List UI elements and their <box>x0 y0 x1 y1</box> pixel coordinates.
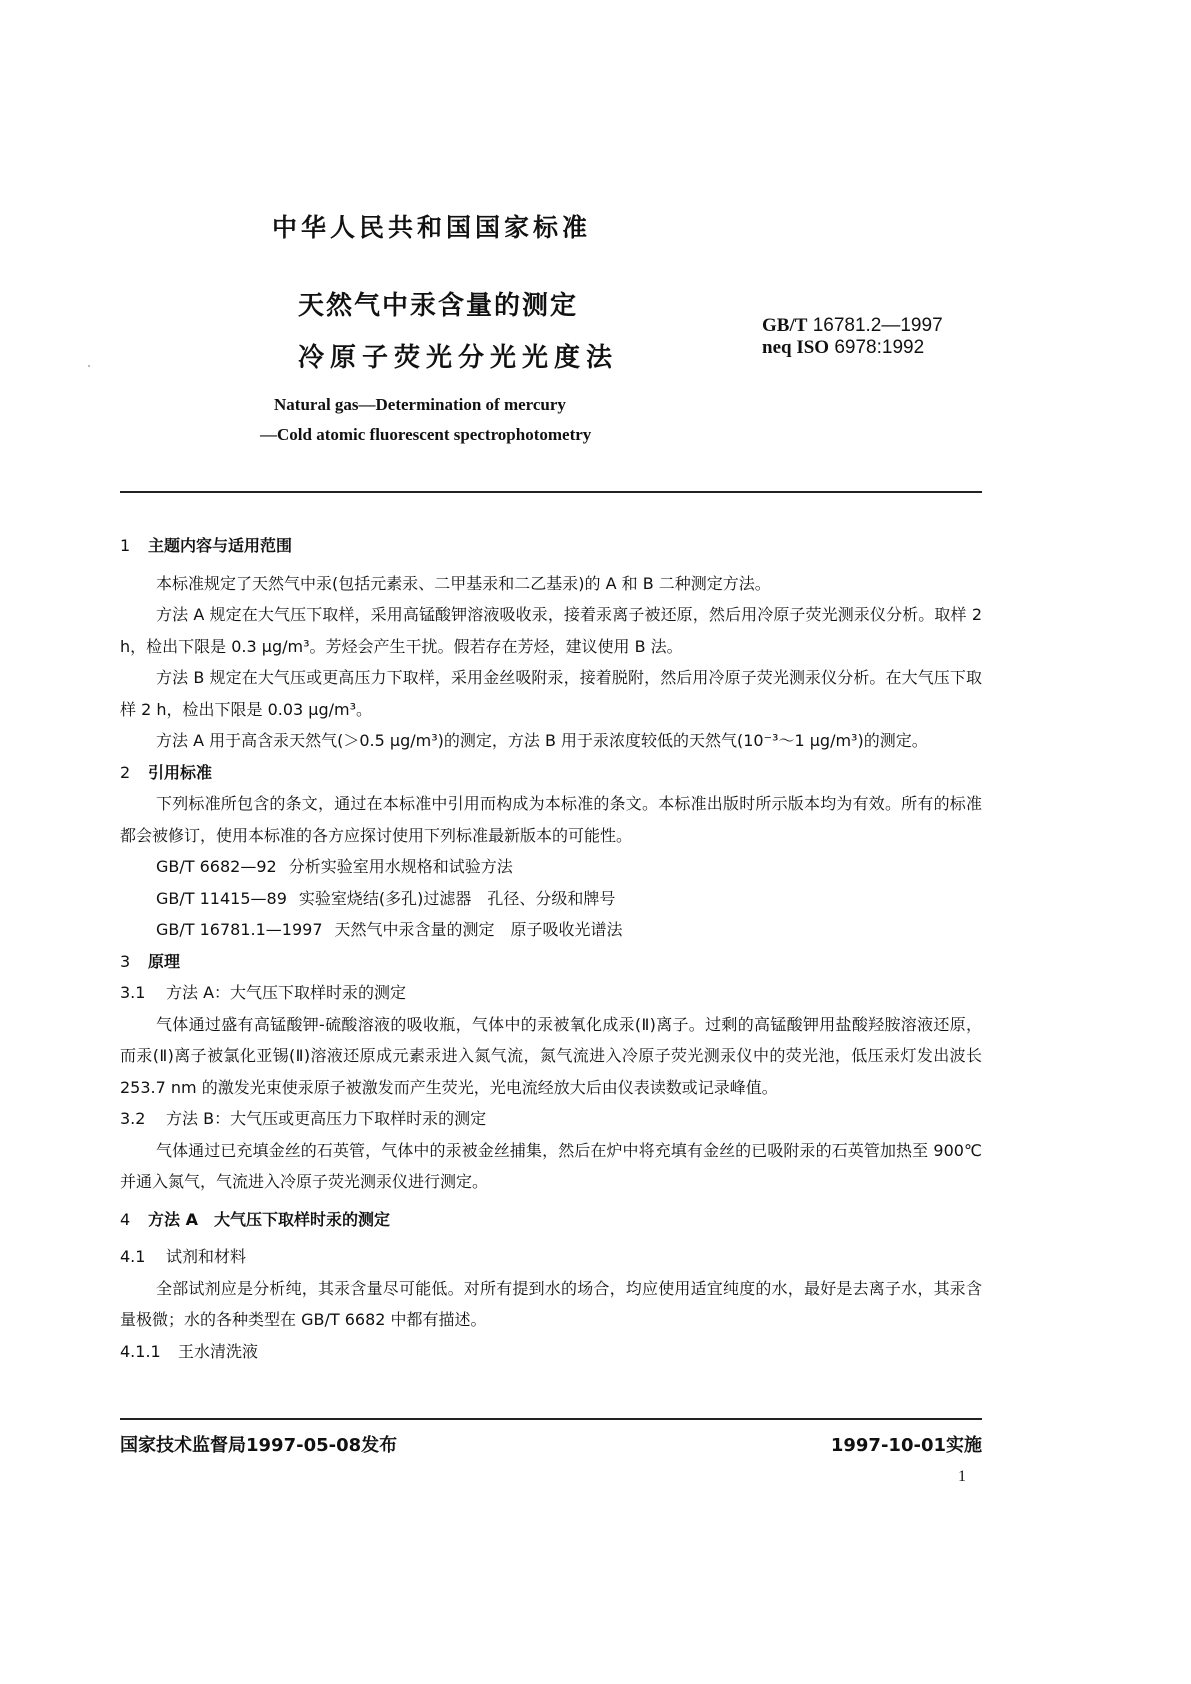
reference-item: GB/T 6682—92 分析实验室用水规格和试验方法 <box>156 857 513 876</box>
title-en-line1: Natural gas—Determination of mercury <box>274 395 566 414</box>
paragraph: 方法 A 用于高含汞天然气(＞0.5 μg/m³)的测定，方法 B 用于汞浓度较低的天然气(10⁻³～1 μg/m³)的测定。 <box>156 731 928 750</box>
title-en-line2: —Cold atomic fluorescent spectrophotometry <box>260 425 592 444</box>
standard-name: 中华人民共和国国家标准 <box>272 213 592 242</box>
neq-code-number: 6978:1992 <box>834 337 925 358</box>
title-zh-line1: 天然气中汞含量的测定 <box>298 291 579 321</box>
header-divider <box>120 491 982 493</box>
section-4-heading: 4 方法 A 大气压下取样时汞的测定 <box>120 1209 390 1229</box>
issue-date: 国家技术监督局1997-05-08发布 <box>120 1435 398 1456</box>
subsection-3-2-heading: 3.2 方法 B：大气压或更高压力下取样时汞的测定 <box>120 1109 487 1128</box>
paragraph: 全部试剂应是分析纯，其汞含量尽可能低。对所有提到水的场合，均应使用适宜纯度的水，最好是去离子水，其汞含量极微；水的各种类型在 GB/T 6682 中都有描述。 <box>120 1278 982 1329</box>
subsection-4-1-1-heading: 4.1.1 王水清洗液 <box>120 1341 259 1361</box>
body-content <box>120 530 982 1367</box>
section-2-heading: 2 引用标准 <box>120 762 213 782</box>
standard-code-prefix: GB/T <box>762 315 808 336</box>
paragraph: 下列标准所包含的条文，通过在本标准中引用而构成为本标准的条文。本标准出版时所示版本均为有效。所有的标准都会被修订，使用本标准的各方应探讨使用下列标准最新版本的可能性。 <box>120 794 982 845</box>
standard-code-number: 16781.2—1997 <box>812 315 943 336</box>
section-3-heading: 3 原理 <box>120 951 181 971</box>
paragraph: 气体通过盛有高锰酸钾-硫酸溶液的吸收瓶，气体中的汞被氧化成汞(Ⅱ)离子。过剩的高锰酸钾用盐酸羟胺溶液还原，而汞(Ⅱ)离子被氯化亚锡(Ⅱ)溶液还原成元素汞进入氮气流，氮气流进入冷原子荧光测汞仪中的荧光池，低压汞灯发出波长 253.7 nm 的激发光束使汞原子被激发而产生荧光，光电流经放大后由仪表读数或记录峰值。 <box>120 1014 982 1097</box>
paragraph: 方法 B 规定在大气压或更高压力下取样，采用金丝吸附汞，接着脱附，然后用冷原子荧光测汞仪分析。在大气压下取样 2 h，检出下限是 0.03 μg/m³。 <box>120 668 982 719</box>
reference-item: GB/T 16781.1—1997 天然气中汞含量的测定 原子吸收光谱法 <box>156 920 623 939</box>
subsection-3-1-heading: 3.1 方法 A：大气压下取样时汞的测定 <box>120 983 407 1002</box>
standard-code-block <box>762 315 943 359</box>
title-zh-line2: 冷原子荧光分光光度法 <box>298 343 619 373</box>
page-number: 1 <box>958 1468 966 1485</box>
reference-item: GB/T 11415—89 实验室烧结(多孔)过滤器 孔径、分级和牌号 <box>156 888 616 908</box>
subsection-4-1-heading: 4.1 试剂和材料 <box>120 1247 247 1266</box>
neq-code-prefix: neq ISO <box>762 337 830 358</box>
paragraph: 方法 A 规定在大气压下取样，采用高锰酸钾溶液吸收汞，接着汞离子被还原，然后用冷原子荧光测汞仪分析。取样 2 h，检出下限是 0.3 μg/m³。芳烃会产生干扰。假若存在芳烃，建议使用 B 法。 <box>120 605 982 656</box>
neq-code <box>762 337 943 359</box>
standard-code <box>762 315 943 337</box>
footer-divider <box>120 1418 982 1420</box>
effective-date: 1997-10-01实施 <box>830 1435 982 1456</box>
scan-speck <box>88 365 90 367</box>
section-1-heading: 1 主题内容与适用范围 <box>120 536 293 555</box>
paragraph: 气体通过已充填金丝的石英管，气体中的汞被金丝捕集，然后在炉中将充填有金丝的已吸附汞的石英管加热至 900℃并通入氮气，气流进入冷原子荧光测汞仪进行测定。 <box>120 1140 982 1191</box>
paragraph: 本标准规定了天然气中汞(包括元素汞、二甲基汞和二乙基汞)的 A 和 B 二种测定方法。 <box>156 573 771 593</box>
